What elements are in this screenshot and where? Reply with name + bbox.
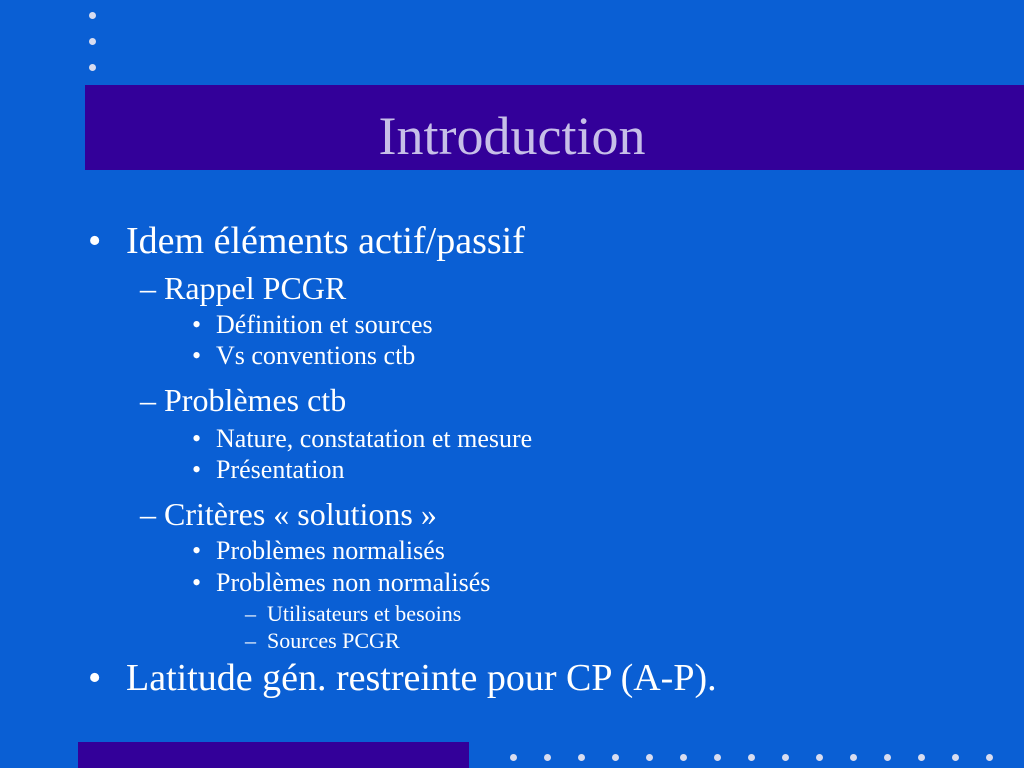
decor-dot: [680, 754, 687, 761]
sub-item: [140, 381, 346, 419]
decor-dot: [986, 754, 993, 761]
dash-icon: –: [140, 382, 156, 418]
bullet-text: Idem éléments actif/passif: [126, 220, 525, 262]
decor-dot: [612, 754, 619, 761]
sub-sub-item: [192, 341, 415, 371]
sub-sub-item-text: Définition et sources: [216, 310, 433, 339]
sub-sub-item: [192, 568, 490, 598]
bullet-icon: •: [192, 424, 202, 453]
decor-dot: [884, 754, 891, 761]
sub-item-text: Rappel PCGR: [164, 270, 347, 306]
dash-icon: –: [140, 270, 156, 306]
sub-sub-item: [192, 455, 345, 485]
decor-dot: [714, 754, 721, 761]
bullet-icon: •: [192, 310, 202, 339]
decor-dot: [544, 754, 551, 761]
sub-sub-item: [192, 424, 532, 454]
decor-dot: [850, 754, 857, 761]
sub-item: [140, 495, 437, 533]
decor-dot: [510, 754, 517, 761]
bullet-icon: •: [192, 341, 202, 370]
dash-icon: –: [245, 628, 256, 653]
decor-dot: [952, 754, 959, 761]
sub-sub-item-text: Nature, constatation et mesure: [216, 424, 533, 453]
bullet-item: [88, 656, 717, 700]
decor-dot: [646, 754, 653, 761]
sub-item-text: Problèmes ctb: [164, 382, 347, 418]
bottom-band: [78, 742, 469, 768]
dash-icon: –: [140, 496, 156, 532]
dash-icon: –: [245, 601, 256, 626]
decor-dot: [578, 754, 585, 761]
bullet-icon: •: [88, 220, 102, 262]
level4-item: [245, 601, 461, 627]
sub-sub-item-text: Présentation: [216, 455, 345, 484]
sub-sub-item-text: Problèmes non normalisés: [216, 568, 491, 597]
decor-dot: [918, 754, 925, 761]
bullet-icon: •: [192, 568, 202, 597]
slide-title: Introduction: [378, 106, 646, 166]
level4-item-text: Sources PCGR: [267, 628, 400, 653]
bullet-item: [88, 219, 525, 263]
decor-dot: [782, 754, 789, 761]
sub-sub-item: [192, 536, 445, 566]
bullet-icon: •: [192, 536, 202, 565]
decor-dot: [748, 754, 755, 761]
sub-sub-item-text: Vs conventions ctb: [216, 341, 416, 370]
sub-sub-item: [192, 310, 433, 340]
decor-dot: [816, 754, 823, 761]
sub-sub-item-text: Problèmes normalisés: [216, 536, 445, 565]
bullet-text: Latitude gén. restreinte pour CP (A-P).: [126, 657, 717, 699]
bullet-icon: •: [88, 657, 102, 699]
level4-item: [245, 628, 400, 654]
level4-item-text: Utilisateurs et besoins: [267, 601, 462, 626]
sub-item: [140, 269, 346, 307]
bullet-icon: •: [192, 455, 202, 484]
sub-item-text: Critères « solutions »: [164, 496, 437, 532]
